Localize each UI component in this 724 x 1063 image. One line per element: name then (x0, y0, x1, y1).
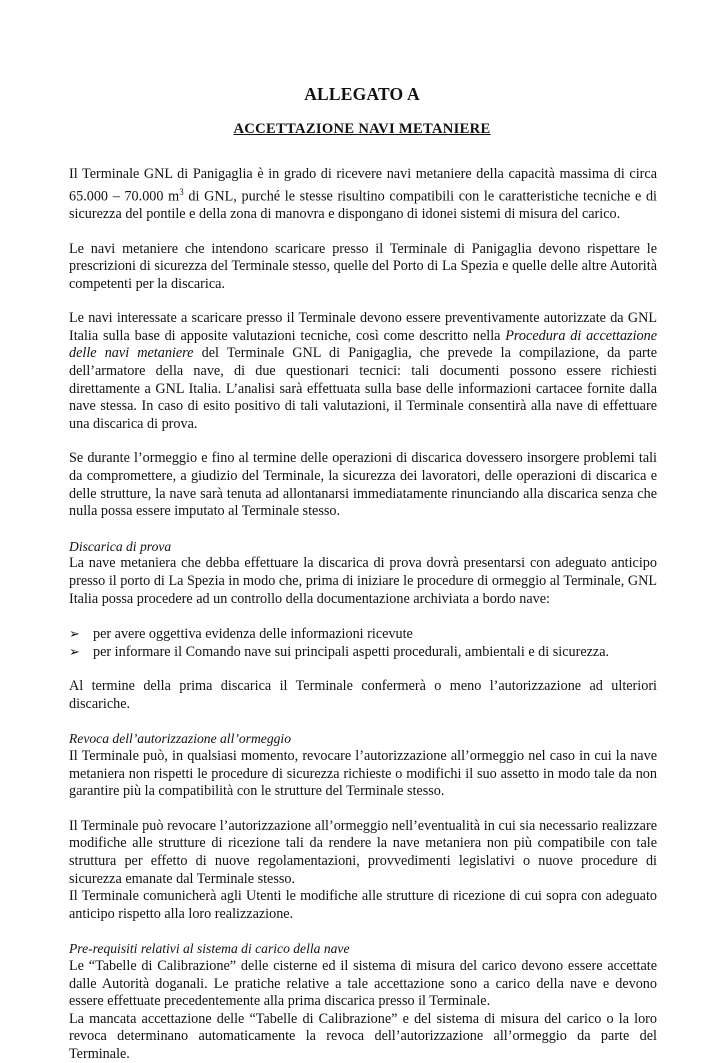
section-heading-discarica-prova: Discarica di prova (69, 538, 172, 554)
paragraph-authorization: Le navi interessate a scaricare presso il Terminale devono essere preventivamente autorizzate da GNL Italia sulla base di apposite valutazioni tecniche, così come descritto nella Procedura di accettazione delle navi metaniere del Terminale GNL di Panigaglia, che prevede la compilazione, da parte dell’armatore della nave, di due questionari tecnici: tali documenti possono essere richiesti direttamente a GNL Italia. L’analisi sarà effettuata sulla base delle informazioni cartacee fornite dalla nave stessa. In caso di esito positivo di tali valutazioni, il Terminale consentirà alla nave di effettuare una discarica di prova. (69, 310, 657, 432)
procedure-reference: Procedura di accettazione delle navi metaniere (69, 327, 657, 362)
section-heading-revoca: Revoca dell’autorizzazione all’ormeggio (69, 731, 291, 747)
bullet-list (69, 625, 657, 661)
arrow-bullet-icon: ➢ (69, 626, 80, 642)
arrow-bullet-icon: ➢ (69, 644, 80, 660)
paragraph-confirmation: Al termine della prima discarica il Terminale confermerà o meno l’autorizzazione ad ulteriori discariche. (69, 678, 657, 712)
paragraph-capacity: Il Terminale GNL di Panigaglia è in grado di ricevere navi metaniere della capacità massima di circa 65.000 – 70.000 $m^3$ di GNL, purché le stesse risultino compatibili con le caratteristiche tecniche e di sicurezza del pontile e della zona di manovra e dispongano di idonei sistemi di misura del carico. (69, 166, 657, 222)
paragraph-revoca-2: Il Terminale può revocare l’autorizzazione all’ormeggio nell’eventualità in cui sia necessario realizzare modifiche alle strutture di ricezione tali da rendere la nave metaniera non più compatibile con tale struttura per effetto di nuove regolamentazioni, provvedimenti legislativi o nuove procedure di sicurezza emanate dal Terminale stesso. (69, 817, 657, 887)
paragraph-problems: Se durante l’ormeggio e fino al termine delle operazioni di discarica dovessero insorgere problemi tali da compromettere, a giudizio del Terminale, la sicurezza dei lavoratori, delle operazioni di discarica e delle strutture, la nave sarà tenuta ad allontanarsi immediatamente rinunciando alla discarica senza che nulla possa essere imputato al Terminale stesso. (69, 450, 657, 520)
paragraph-prerequisiti-1: Le “Tabelle di Calibrazione” delle cisterne ed il sistema di misura del carico devono essere accettate dalle Autorità doganali. Le pratiche relative a tale accettazione sono a carico della nave e devono essere effettuate precedentemente alla prima discarica presso il Terminale. (69, 957, 657, 1010)
list-item: ➢ per avere oggettiva evidenza delle informazioni ricevute (69, 626, 413, 643)
paragraph-safety-rules: Le navi metaniere che intendono scaricare presso il Terminale di Panigaglia devono rispettare le prescrizioni di sicurezza del Terminale stesso, quelle del Porto di La Spezia e quelle delle altre Autorità competenti per la discarica. (69, 240, 657, 292)
document-body (69, 166, 657, 1063)
paragraph-discarica-prova: La nave metaniera che debba effettuare la discarica di prova dovrà presentarsi con adeguato anticipo presso il porto di La Spezia in modo che, prima di iniziare le procedure di ormeggio al Terminale, GNL Italia possa procedere ad un controllo della documentazione archiviata a bordo nave: (69, 555, 657, 607)
list-item: ➢ per informare il Comando nave sui principali aspetti procedurali, ambientali e di sicurezza. (69, 644, 610, 661)
paragraph-revoca-3: Il Terminale comunicherà agli Utenti le modifiche alle strutture di ricezione di cui sopra con adeguato anticipo rispetto alla loro realizzazione. (69, 888, 657, 922)
document-subtitle: ACCETTAZIONE NAVI METANIERE (233, 121, 491, 137)
section-heading-prerequisiti: Pre-requisiti relativi al sistema di carico della nave (69, 941, 350, 957)
document-title: ALLEGATO A (304, 84, 420, 104)
paragraph-prerequisiti-2: La mancata accettazione delle “Tabelle di Calibrazione” e del sistema di misura del carico o la loro revoca determinano automaticamente la revoca dell’autorizzazione all’ormeggio da parte del Terminale. (69, 1010, 657, 1062)
paragraph-revoca-1: Il Terminale può, in qualsiasi momento, revocare l’autorizzazione all’ormeggio nel caso in cui la nave metaniera non rispetti le procedure di sicurezza richieste o modifichi il suo assetto in modo tale da non garantire più la compatibilità con le strutture del Terminale stesso. (69, 747, 657, 800)
